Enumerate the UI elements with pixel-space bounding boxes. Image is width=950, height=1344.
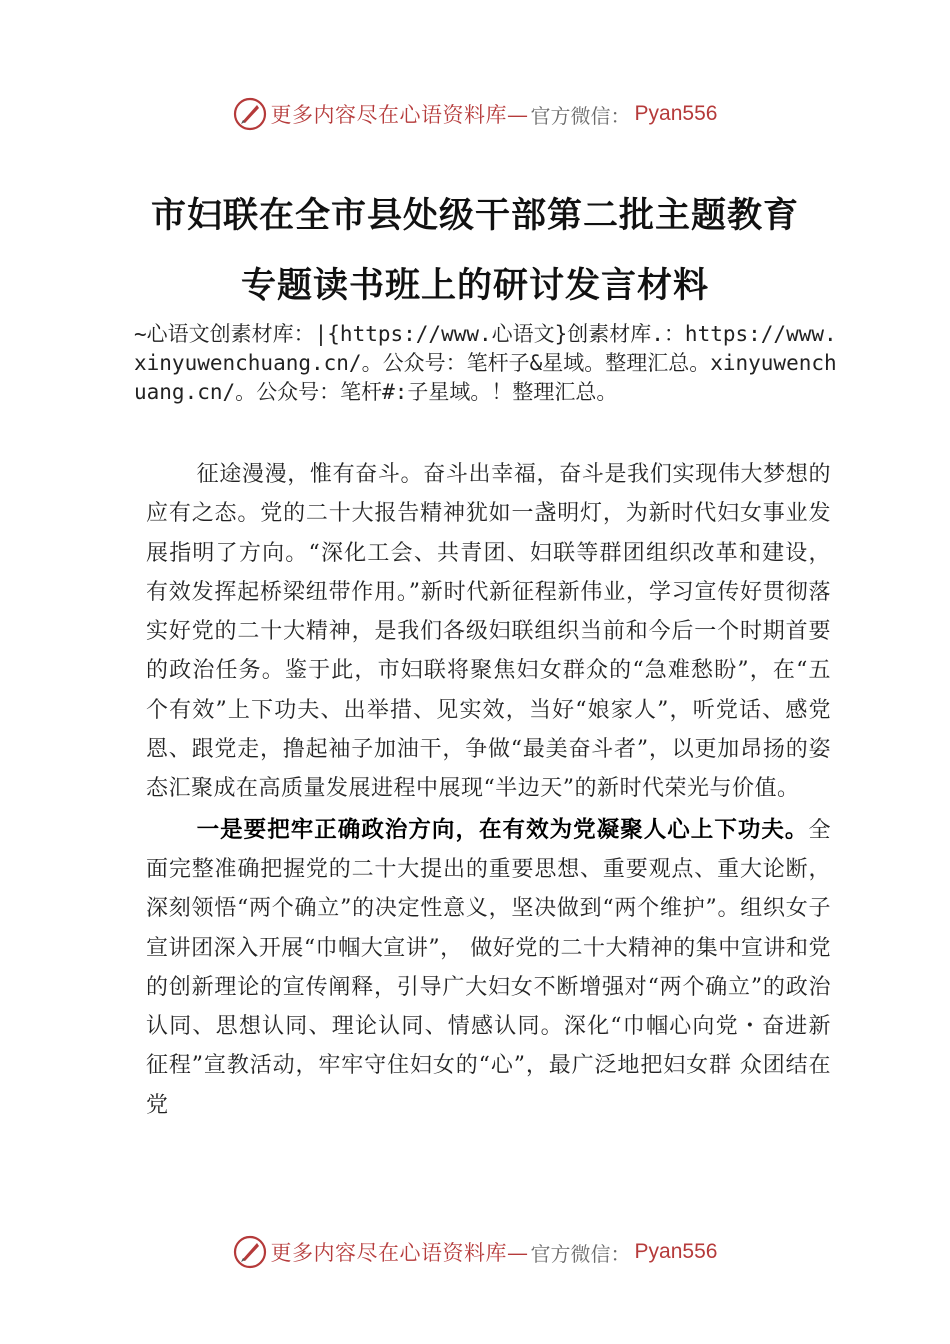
quill-logo-icon bbox=[233, 1235, 267, 1269]
banner-wechat-id: Pyan556 bbox=[634, 102, 718, 125]
paragraph-point-one-body: 全面完整准确把握党的二十大提出的重要思想、重要观点、重大论断，深刻领悟“两个确立”的决定性意义，坚决做到“两个维护”。组织女子宣讲团深入开展“巾帼大宣讲”， 做好党的二十大精神的集中宣讲和党的创新理论的宣传阐释，引导广大妇女不断增强对“两个确立”的政治认同、思想认同、理论认同、情感认同。深化“巾帼心向党・奋进新 征程”宣教活动，牢牢守住妇女的“心”，最广泛地把妇女群 众团结在党 bbox=[146, 817, 831, 1118]
paragraph-lead-heading: 一是要把牢正确政治方向，在有效为党凝聚人心上下功夫。 bbox=[196, 816, 809, 843]
banner-text: 更多内容尽在心语资料库— bbox=[270, 103, 529, 127]
banner-wechat-label: 官方微信： bbox=[530, 103, 631, 128]
paragraph-intro: 征途漫漫，惟有奋斗。奋斗出幸福，奋斗是我们实现伟大梦想的应有之态。党的二十大报告精神犹如一盏明灯，为新时代妇女事业发展指明了方向。“深化工会、共青团、妇联等群团组织改革和建设，有效发挥起桥梁纽带作用。”新时代新征程新伟业，学习宣传好贯彻落实好党的二十大精神，是我们各级妇联组织当前和今后一个时期首要的政治任务。鉴于此，市妇联将聚焦妇女群众的“急难愁盼”，在“五个有效”上下功夫、出举措、见实效，当好“娘家人”，听党话、感党恩、跟党走，撸起袖子加油干，争做“最美奋斗者”，以更加昂扬的姿态汇聚成在高质量发展进程中展现“半边天”的新时代荣光与价值。 bbox=[146, 462, 831, 802]
document-title-line-2: 专题读书班上的研讨发言材料 bbox=[240, 265, 709, 306]
paragraph-point-one bbox=[146, 811, 831, 1125]
banner-wechat-label: 官方微信： bbox=[530, 1241, 631, 1266]
banner-text: 更多内容尽在心语资料库— bbox=[270, 1241, 529, 1265]
header-watermark-banner bbox=[0, 94, 950, 134]
banner-wechat-id: Pyan556 bbox=[634, 1240, 718, 1263]
source-note: ~心语文创素材库：|{https://www.心语文}创素材库.：https://www.xinyuwenchuang.cn/。公众号：笔杆子&星域。整理汇总。xinyuwenchuang.cn/。公众号：笔杆#:子星域。！整理汇总。 bbox=[134, 322, 837, 404]
quill-logo-icon bbox=[233, 97, 267, 131]
footer-watermark-banner bbox=[0, 1232, 950, 1272]
document-title-line-1: 市妇联在全市县处级干部第二批主题教育 bbox=[150, 195, 799, 236]
document-body bbox=[146, 455, 831, 1125]
